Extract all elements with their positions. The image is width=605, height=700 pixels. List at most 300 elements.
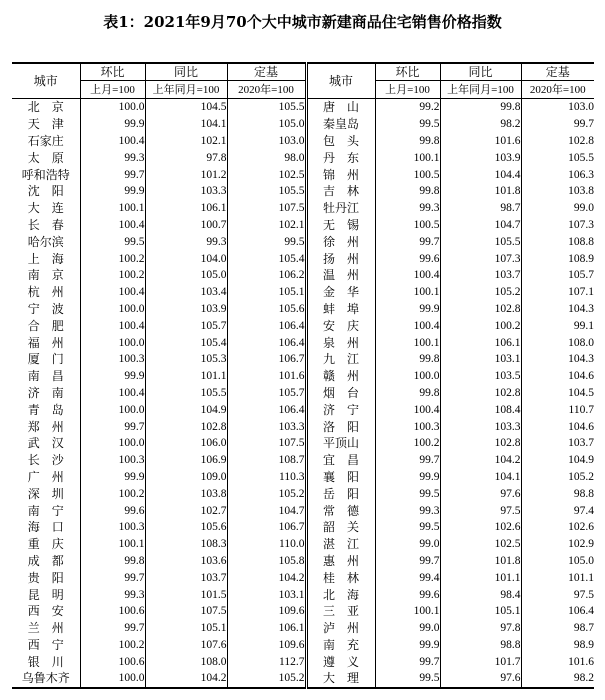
table-row (12, 284, 594, 301)
left-year-on-year-cell: 109.0 (145, 469, 227, 486)
table-row (12, 368, 594, 385)
right-fixed-base-cell: 101.1 (521, 569, 594, 586)
table-row (12, 502, 594, 519)
table-row (12, 653, 594, 670)
right-city-cell: 安 庆 (306, 317, 375, 334)
left-month-on-month-cell: 100.3 (80, 519, 145, 536)
right-month-on-month-cell: 100.0 (375, 368, 440, 385)
left-year-on-year-cell: 105.7 (145, 317, 227, 334)
left-city-cell: 大 连 (27, 201, 64, 216)
header-yoy-base-left: 上年同月=100 (145, 81, 227, 99)
right-fixed-base-cell: 105.5 (521, 149, 594, 166)
left-city-cell: 银 川 (27, 654, 64, 669)
right-fixed-base-cell: 107.1 (521, 284, 594, 301)
right-year-on-year-cell: 98.2 (440, 116, 521, 133)
left-month-on-month-cell: 100.0 (80, 435, 145, 452)
left-year-on-year-cell: 97.8 (145, 149, 227, 166)
right-year-on-year-cell: 100.2 (440, 317, 521, 334)
left-month-on-month-cell: 100.3 (80, 452, 145, 469)
right-city-cell: 吉 林 (306, 183, 375, 200)
right-year-on-year-cell: 106.1 (440, 334, 521, 351)
left-year-on-year-cell: 101.5 (145, 586, 227, 603)
table-row (12, 586, 594, 603)
header-mom-base-left: 上月=100 (80, 81, 145, 99)
right-fixed-base-cell: 97.5 (521, 586, 594, 603)
left-city-cell: 成 都 (27, 553, 64, 568)
right-year-on-year-cell: 103.1 (440, 351, 521, 368)
right-fixed-base-cell: 104.9 (521, 452, 594, 469)
left-fixed-base-cell: 105.7 (227, 385, 306, 402)
left-year-on-year-cell: 99.3 (145, 233, 227, 250)
table-row (12, 351, 594, 368)
left-month-on-month-cell: 99.9 (80, 116, 145, 133)
right-year-on-year-cell: 105.2 (440, 284, 521, 301)
right-month-on-month-cell: 99.8 (375, 183, 440, 200)
right-month-on-month-cell: 99.9 (375, 469, 440, 486)
left-city-cell: 贵 阳 (27, 570, 64, 585)
right-year-on-year-cell: 103.3 (440, 418, 521, 435)
left-city-cell: 呼和浩特 (21, 167, 70, 182)
table-row (12, 435, 594, 452)
header-row-labels (12, 63, 594, 81)
left-year-on-year-cell: 108.3 (145, 536, 227, 553)
left-year-on-year-cell: 108.0 (145, 653, 227, 670)
header-fixed-right: 定基 (521, 63, 594, 81)
right-city-cell: 牡丹江 (306, 200, 375, 217)
left-year-on-year-cell: 107.6 (145, 637, 227, 654)
left-city-cell: 南 宁 (27, 503, 64, 518)
table-row (12, 553, 594, 570)
left-city-cell: 长 沙 (27, 453, 64, 468)
right-city-cell: 南 充 (306, 637, 375, 654)
right-fixed-base-cell: 105.7 (521, 267, 594, 284)
table-row (12, 485, 594, 502)
right-city-cell: 北 海 (306, 586, 375, 603)
table-row (12, 536, 594, 553)
right-fixed-base-cell: 105.0 (521, 553, 594, 570)
left-fixed-base-cell: 106.4 (227, 317, 306, 334)
header-yoy-right: 同比 (440, 63, 521, 81)
left-fixed-base-cell: 106.1 (227, 620, 306, 637)
right-year-on-year-cell: 107.3 (440, 250, 521, 267)
left-fixed-base-cell: 105.2 (227, 670, 306, 688)
left-fixed-base-cell: 104.7 (227, 502, 306, 519)
right-year-on-year-cell: 97.8 (440, 620, 521, 637)
left-fixed-base-cell: 106.4 (227, 401, 306, 418)
left-city-cell: 太 原 (27, 150, 64, 165)
left-fixed-base-cell: 106.7 (227, 351, 306, 368)
right-year-on-year-cell: 102.6 (440, 519, 521, 536)
left-fixed-base-cell: 98.0 (227, 149, 306, 166)
left-fixed-base-cell: 105.4 (227, 250, 306, 267)
right-month-on-month-cell: 100.1 (375, 603, 440, 620)
left-year-on-year-cell: 103.7 (145, 569, 227, 586)
left-city-cell: 福 州 (27, 335, 64, 350)
left-year-on-year-cell: 103.4 (145, 284, 227, 301)
right-city-cell: 包 头 (306, 133, 375, 150)
left-month-on-month-cell: 99.9 (80, 469, 145, 486)
left-year-on-year-cell: 103.3 (145, 183, 227, 200)
right-year-on-year-cell: 108.4 (440, 401, 521, 418)
right-year-on-year-cell: 98.8 (440, 637, 521, 654)
left-city-cell: 石家庄 (27, 133, 64, 148)
right-fixed-base-cell: 99.1 (521, 317, 594, 334)
left-fixed-base-cell: 103.0 (227, 133, 306, 150)
left-month-on-month-cell: 100.6 (80, 603, 145, 620)
left-fixed-base-cell: 110.0 (227, 536, 306, 553)
table-row (12, 334, 594, 351)
left-fixed-base-cell: 112.7 (227, 653, 306, 670)
right-fixed-base-cell: 101.6 (521, 653, 594, 670)
left-month-on-month-cell: 100.4 (80, 133, 145, 150)
header-fixed-base-left: 2020年=100 (227, 81, 306, 99)
right-month-on-month-cell: 100.2 (375, 435, 440, 452)
left-year-on-year-cell: 105.4 (145, 334, 227, 351)
left-city-cell: 乌鲁木齐 (21, 671, 70, 686)
right-fixed-base-cell: 98.8 (521, 485, 594, 502)
left-year-on-year-cell: 101.1 (145, 368, 227, 385)
left-month-on-month-cell: 99.9 (80, 368, 145, 385)
left-month-on-month-cell: 100.0 (80, 99, 145, 116)
left-year-on-year-cell: 106.1 (145, 200, 227, 217)
left-month-on-month-cell: 100.1 (80, 536, 145, 553)
left-city-cell: 哈尔滨 (27, 234, 64, 249)
left-month-on-month-cell: 100.3 (80, 351, 145, 368)
left-city-cell: 深 圳 (27, 486, 64, 501)
left-month-on-month-cell: 99.5 (80, 233, 145, 250)
left-city-cell: 海 口 (27, 520, 64, 535)
right-month-on-month-cell: 100.4 (375, 401, 440, 418)
table-row (12, 603, 594, 620)
table-row (12, 200, 594, 217)
table-row (12, 267, 594, 284)
table-row (12, 217, 594, 234)
left-month-on-month-cell: 100.0 (80, 301, 145, 318)
left-fixed-base-cell: 106.2 (227, 267, 306, 284)
table-row (12, 469, 594, 486)
right-fixed-base-cell: 102.9 (521, 536, 594, 553)
header-city-left: 城市 (12, 63, 80, 99)
right-year-on-year-cell: 101.8 (440, 183, 521, 200)
right-city-cell: 三 亚 (306, 603, 375, 620)
right-year-on-year-cell: 103.5 (440, 368, 521, 385)
right-month-on-month-cell: 100.5 (375, 166, 440, 183)
left-city-cell: 郑 州 (27, 419, 64, 434)
left-fixed-base-cell: 105.8 (227, 553, 306, 570)
right-year-on-year-cell: 104.2 (440, 452, 521, 469)
left-year-on-year-cell: 104.0 (145, 250, 227, 267)
left-fixed-base-cell: 108.7 (227, 452, 306, 469)
left-fixed-base-cell: 103.1 (227, 586, 306, 603)
left-month-on-month-cell: 100.2 (80, 637, 145, 654)
right-fixed-base-cell: 107.3 (521, 217, 594, 234)
left-fixed-base-cell: 102.5 (227, 166, 306, 183)
right-city-cell: 烟 台 (306, 385, 375, 402)
right-city-cell: 金 华 (306, 284, 375, 301)
left-month-on-month-cell: 100.4 (80, 317, 145, 334)
left-year-on-year-cell: 104.1 (145, 116, 227, 133)
left-year-on-year-cell: 104.5 (145, 99, 227, 116)
left-month-on-month-cell: 99.7 (80, 569, 145, 586)
table-body (12, 99, 594, 688)
left-year-on-year-cell: 107.5 (145, 603, 227, 620)
right-month-on-month-cell: 99.5 (375, 116, 440, 133)
left-month-on-month-cell: 100.2 (80, 485, 145, 502)
table-row (12, 385, 594, 402)
right-year-on-year-cell: 105.5 (440, 233, 521, 250)
right-year-on-year-cell: 98.7 (440, 200, 521, 217)
left-month-on-month-cell: 100.2 (80, 267, 145, 284)
header-mom-base-right: 上月=100 (375, 81, 440, 99)
right-city-cell: 济 宁 (306, 401, 375, 418)
right-month-on-month-cell: 99.3 (375, 200, 440, 217)
right-fixed-base-cell: 104.6 (521, 418, 594, 435)
left-month-on-month-cell: 100.0 (80, 401, 145, 418)
left-city-cell: 广 州 (27, 469, 64, 484)
left-month-on-month-cell: 100.1 (80, 200, 145, 217)
left-fixed-base-cell: 102.1 (227, 217, 306, 234)
right-fixed-base-cell: 103.8 (521, 183, 594, 200)
left-fixed-base-cell: 106.4 (227, 334, 306, 351)
right-year-on-year-cell: 103.9 (440, 149, 521, 166)
right-fixed-base-cell: 98.9 (521, 637, 594, 654)
right-year-on-year-cell: 102.8 (440, 435, 521, 452)
left-year-on-year-cell: 106.0 (145, 435, 227, 452)
left-month-on-month-cell: 99.3 (80, 586, 145, 603)
left-year-on-year-cell: 101.2 (145, 166, 227, 183)
left-year-on-year-cell: 102.8 (145, 418, 227, 435)
right-city-cell: 锦 州 (306, 166, 375, 183)
left-fixed-base-cell: 107.5 (227, 200, 306, 217)
right-month-on-month-cell: 99.5 (375, 519, 440, 536)
left-fixed-base-cell: 104.2 (227, 569, 306, 586)
left-year-on-year-cell: 100.7 (145, 217, 227, 234)
left-year-on-year-cell: 103.9 (145, 301, 227, 318)
right-year-on-year-cell: 97.6 (440, 670, 521, 688)
left-city-cell: 昆 明 (27, 587, 64, 602)
right-fixed-base-cell: 97.4 (521, 502, 594, 519)
right-city-cell: 无 锡 (306, 217, 375, 234)
right-month-on-month-cell: 99.6 (375, 586, 440, 603)
right-year-on-year-cell: 97.6 (440, 485, 521, 502)
left-month-on-month-cell: 99.7 (80, 620, 145, 637)
right-city-cell: 平顶山 (306, 435, 375, 452)
right-fixed-base-cell: 106.3 (521, 166, 594, 183)
right-month-on-month-cell: 100.4 (375, 317, 440, 334)
right-city-cell: 洛 阳 (306, 418, 375, 435)
right-fixed-base-cell: 103.0 (521, 99, 594, 116)
right-year-on-year-cell: 101.1 (440, 569, 521, 586)
header-row-bases (12, 81, 594, 99)
right-month-on-month-cell: 99.0 (375, 620, 440, 637)
right-month-on-month-cell: 99.6 (375, 250, 440, 267)
right-fixed-base-cell: 104.3 (521, 351, 594, 368)
right-month-on-month-cell: 99.8 (375, 385, 440, 402)
right-city-cell: 岳 阳 (306, 485, 375, 502)
right-fixed-base-cell: 98.2 (521, 670, 594, 688)
right-year-on-year-cell: 102.8 (440, 301, 521, 318)
header-yoy-base-right: 上年同月=100 (440, 81, 521, 99)
right-fixed-base-cell: 102.6 (521, 519, 594, 536)
right-fixed-base-cell: 110.7 (521, 401, 594, 418)
right-year-on-year-cell: 102.5 (440, 536, 521, 553)
left-month-on-month-cell: 100.4 (80, 284, 145, 301)
right-month-on-month-cell: 99.8 (375, 133, 440, 150)
left-year-on-year-cell: 105.5 (145, 385, 227, 402)
header-city-right: 城市 (306, 63, 375, 99)
left-fixed-base-cell: 105.5 (227, 183, 306, 200)
left-month-on-month-cell: 99.8 (80, 553, 145, 570)
right-city-cell: 宜 昌 (306, 452, 375, 469)
header-mom-left: 环比 (80, 63, 145, 81)
left-year-on-year-cell: 105.3 (145, 351, 227, 368)
left-year-on-year-cell: 106.9 (145, 452, 227, 469)
right-year-on-year-cell: 104.1 (440, 469, 521, 486)
left-year-on-year-cell: 104.2 (145, 670, 227, 688)
right-city-cell: 常 德 (306, 502, 375, 519)
right-month-on-month-cell: 99.2 (375, 99, 440, 116)
right-month-on-month-cell: 100.4 (375, 267, 440, 284)
right-city-cell: 大 理 (306, 670, 375, 688)
right-city-cell: 赣 州 (306, 368, 375, 385)
right-month-on-month-cell: 100.3 (375, 418, 440, 435)
left-fixed-base-cell: 105.2 (227, 485, 306, 502)
table-row (12, 183, 594, 200)
left-city-cell: 长 春 (27, 217, 64, 232)
right-city-cell: 桂 林 (306, 569, 375, 586)
right-city-cell: 丹 东 (306, 149, 375, 166)
table-row (12, 569, 594, 586)
right-month-on-month-cell: 99.8 (375, 351, 440, 368)
right-fixed-base-cell: 99.7 (521, 116, 594, 133)
table-row (12, 670, 594, 688)
right-month-on-month-cell: 99.7 (375, 653, 440, 670)
right-month-on-month-cell: 99.7 (375, 452, 440, 469)
right-year-on-year-cell: 102.8 (440, 385, 521, 402)
table-row (12, 149, 594, 166)
table-title: 表1：2021年9月70个大中城市新建商品住宅销售价格指数 (103, 13, 502, 31)
right-month-on-month-cell: 100.1 (375, 334, 440, 351)
left-fixed-base-cell: 105.1 (227, 284, 306, 301)
table-row (12, 99, 594, 116)
right-month-on-month-cell: 100.1 (375, 149, 440, 166)
right-month-on-month-cell: 99.7 (375, 553, 440, 570)
left-month-on-month-cell: 100.2 (80, 250, 145, 267)
left-fixed-base-cell: 107.5 (227, 435, 306, 452)
right-city-cell: 蚌 埠 (306, 301, 375, 318)
table-row (12, 620, 594, 637)
left-year-on-year-cell: 105.6 (145, 519, 227, 536)
right-city-cell: 泉 州 (306, 334, 375, 351)
header-fixed-base-right: 2020年=100 (521, 81, 594, 99)
right-city-cell: 九 江 (306, 351, 375, 368)
right-year-on-year-cell: 101.6 (440, 133, 521, 150)
left-fixed-base-cell: 105.5 (227, 99, 306, 116)
right-month-on-month-cell: 99.9 (375, 637, 440, 654)
left-month-on-month-cell: 99.9 (80, 183, 145, 200)
right-month-on-month-cell: 99.0 (375, 536, 440, 553)
left-city-cell: 西 安 (27, 604, 64, 619)
right-fixed-base-cell: 104.5 (521, 385, 594, 402)
left-year-on-year-cell: 102.7 (145, 502, 227, 519)
right-city-cell: 徐 州 (306, 233, 375, 250)
right-fixed-base-cell: 108.8 (521, 233, 594, 250)
left-fixed-base-cell: 109.6 (227, 637, 306, 654)
left-month-on-month-cell: 99.7 (80, 418, 145, 435)
left-fixed-base-cell: 103.3 (227, 418, 306, 435)
left-city-cell: 上 海 (27, 251, 64, 266)
left-year-on-year-cell: 105.1 (145, 620, 227, 637)
right-city-cell: 惠 州 (306, 553, 375, 570)
left-city-cell: 天 津 (27, 117, 64, 132)
right-fixed-base-cell: 103.7 (521, 435, 594, 452)
left-year-on-year-cell: 103.8 (145, 485, 227, 502)
right-year-on-year-cell: 105.1 (440, 603, 521, 620)
left-month-on-month-cell: 100.4 (80, 385, 145, 402)
left-city-cell: 南 昌 (27, 369, 64, 384)
table-row (12, 418, 594, 435)
price-index-table (12, 62, 594, 689)
left-city-cell: 南 京 (27, 268, 64, 283)
left-month-on-month-cell: 100.4 (80, 217, 145, 234)
right-fixed-base-cell: 104.3 (521, 301, 594, 318)
right-month-on-month-cell: 99.4 (375, 569, 440, 586)
left-year-on-year-cell: 103.6 (145, 553, 227, 570)
right-city-cell: 遵 义 (306, 653, 375, 670)
right-city-cell: 唐 山 (306, 99, 375, 116)
left-month-on-month-cell: 99.3 (80, 149, 145, 166)
right-month-on-month-cell: 100.5 (375, 217, 440, 234)
right-fixed-base-cell: 108.9 (521, 250, 594, 267)
left-year-on-year-cell: 104.9 (145, 401, 227, 418)
left-city-cell: 重 庆 (27, 537, 64, 552)
left-city-cell: 杭 州 (27, 285, 64, 300)
right-fixed-base-cell: 108.0 (521, 334, 594, 351)
left-fixed-base-cell: 110.3 (227, 469, 306, 486)
right-fixed-base-cell: 99.0 (521, 200, 594, 217)
left-month-on-month-cell: 100.0 (80, 670, 145, 688)
left-fixed-base-cell: 99.5 (227, 233, 306, 250)
header-yoy-left: 同比 (145, 63, 227, 81)
table-row (12, 166, 594, 183)
left-fixed-base-cell: 106.7 (227, 519, 306, 536)
right-year-on-year-cell: 104.4 (440, 166, 521, 183)
right-fixed-base-cell: 105.2 (521, 469, 594, 486)
left-city-cell: 沈 阳 (27, 184, 64, 199)
table-row (12, 116, 594, 133)
left-city-cell: 宁 波 (27, 301, 64, 316)
right-month-on-month-cell: 99.5 (375, 670, 440, 688)
right-year-on-year-cell: 101.8 (440, 553, 521, 570)
right-fixed-base-cell: 98.7 (521, 620, 594, 637)
table-header (12, 63, 594, 99)
left-month-on-month-cell: 100.6 (80, 653, 145, 670)
left-city-cell: 厦 门 (27, 352, 64, 367)
right-city-cell: 襄 阳 (306, 469, 375, 486)
left-month-on-month-cell: 99.7 (80, 166, 145, 183)
left-city-cell: 合 肥 (27, 318, 64, 333)
left-fixed-base-cell: 105.0 (227, 116, 306, 133)
right-fixed-base-cell: 102.8 (521, 133, 594, 150)
left-year-on-year-cell: 102.1 (145, 133, 227, 150)
right-city-cell: 泸 州 (306, 620, 375, 637)
right-fixed-base-cell: 106.4 (521, 603, 594, 620)
right-city-cell: 温 州 (306, 267, 375, 284)
left-city-cell: 北 京 (27, 100, 64, 115)
right-year-on-year-cell: 99.8 (440, 99, 521, 116)
table-row (12, 233, 594, 250)
table-row (12, 317, 594, 334)
